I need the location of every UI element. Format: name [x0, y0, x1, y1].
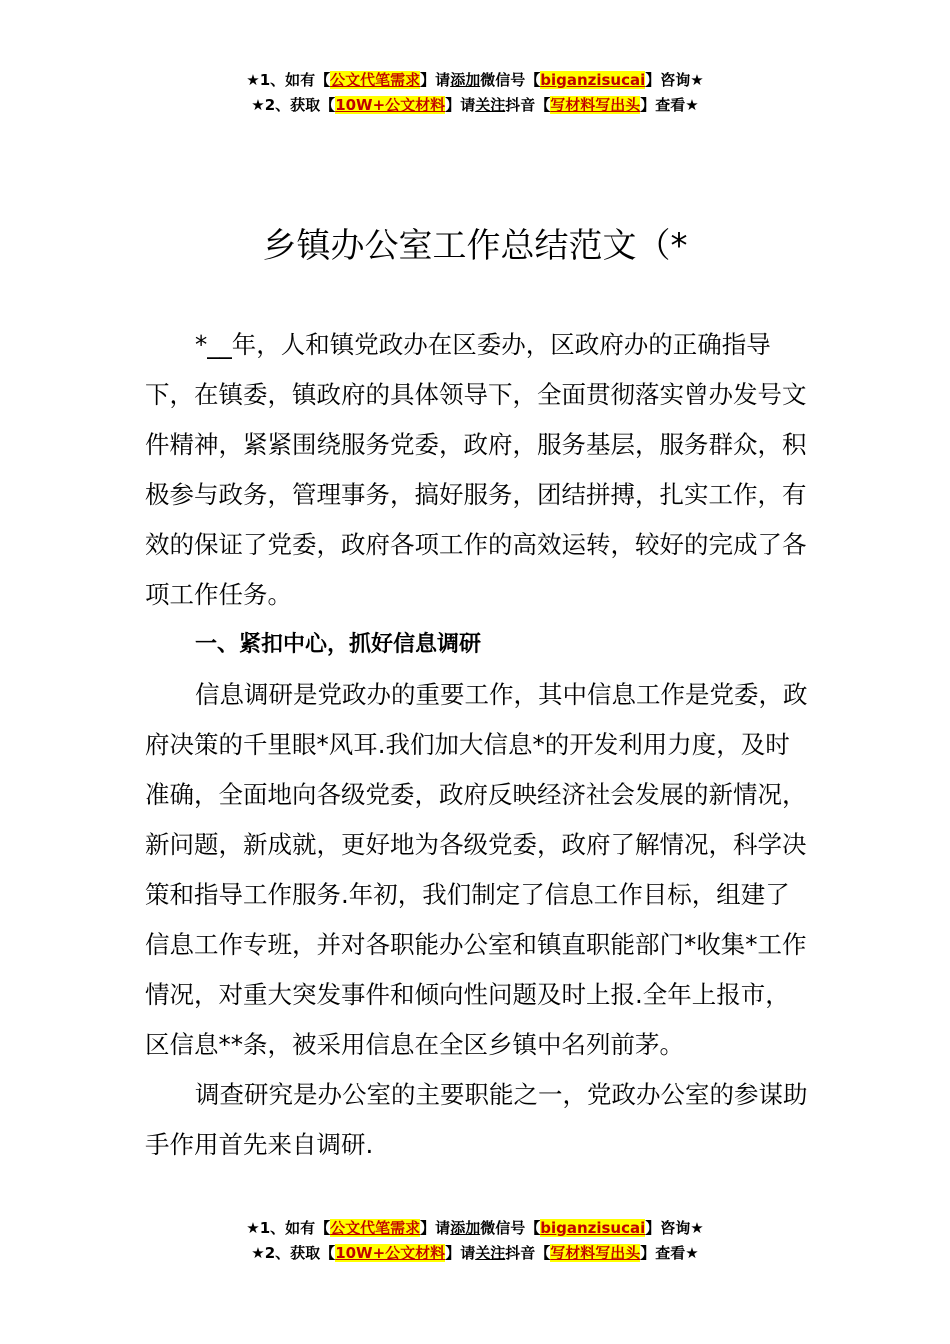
paragraph-intro: *__年，人和镇党政办在区委办，区政府办的正确指导下，在镇委，镇政府的具体领导下，全面贯彻落实曾办发号文件精神，紧紧围绕服务党委，政府，服务基层，服务群众，积极参与政务，管理事务，搞好服务，团结拼搏，扎实工作，有效的保证了党委，政府各项工作的高效运转，较好的完成了各项工作任务。	[145, 330, 807, 609]
banner-text: 抖音【	[505, 96, 551, 114]
footer-banner	[0, 1216, 950, 1266]
banner-text: 】请	[420, 1219, 451, 1237]
banner-text: 关注	[475, 96, 506, 114]
banner-text: 微信号【	[480, 1219, 541, 1237]
banner-line-1	[0, 68, 950, 93]
banner-highlight: 10W+公文材料	[335, 1244, 446, 1262]
banner-text: 】请	[445, 1244, 476, 1262]
banner-highlight: biganzisucai	[540, 1219, 646, 1237]
section-heading: 一、紧扣中心，抓好信息调研	[195, 632, 482, 657]
banner-text: 微信号【	[480, 71, 541, 89]
banner-highlight: 10W+公文材料	[335, 96, 446, 114]
banner-text: 】请	[420, 71, 451, 89]
paragraph-info: 信息调研是党政办的重要工作，其中信息工作是党委，政府决策的千里眼*风耳.我们加大信息*的开发利用力度，及时准确，全面地向各级党委，政府反映经济社会发展的新情况，新问题，新成就，更好地为各级党委，政府了解情况，科学决策和指导工作服务.年初，我们制定了信息工作目标，组建了信息工作专班，并对各职能办公室和镇直职能部门*收集*工作情况，对重大突发事件和倾向性问题及时上报.全年上报市，区信息**条，被采用信息在全区乡镇中名列前茅。	[145, 680, 808, 1059]
banner-highlight: 写材料写出头	[550, 96, 641, 114]
banner-text: 】请	[445, 96, 476, 114]
paragraph-research: 调查研究是办公室的主要职能之一，党政办公室的参谋助手作用首先来自调研.	[145, 1080, 808, 1159]
document-body	[145, 320, 810, 1170]
banner-text: 抖音【	[505, 1244, 551, 1262]
header-banner	[0, 68, 950, 118]
banner-highlight: 写材料写出头	[550, 1244, 641, 1262]
banner-text: ★1、如有【	[246, 1219, 331, 1237]
banner-highlight: biganzisucai	[540, 71, 646, 89]
document-title: 乡镇办公室工作总结范文（*	[262, 226, 688, 266]
banner-line-2	[0, 93, 950, 118]
banner-text: 】查看★	[640, 96, 699, 114]
banner-text: ★2、获取【	[251, 1244, 336, 1262]
banner-line-2	[0, 1241, 950, 1266]
banner-text: ★1、如有【	[246, 71, 331, 89]
banner-text: 关注	[475, 1244, 506, 1262]
banner-text: 添加	[450, 71, 481, 89]
banner-text: 】咨询★	[645, 71, 704, 89]
banner-text: 】查看★	[640, 1244, 699, 1262]
banner-highlight: 公文代笔需求	[330, 1219, 421, 1237]
banner-line-1	[0, 1216, 950, 1241]
banner-text: ★2、获取【	[251, 96, 336, 114]
banner-text: 】咨询★	[645, 1219, 704, 1237]
banner-text: 添加	[450, 1219, 481, 1237]
banner-highlight: 公文代笔需求	[330, 71, 421, 89]
